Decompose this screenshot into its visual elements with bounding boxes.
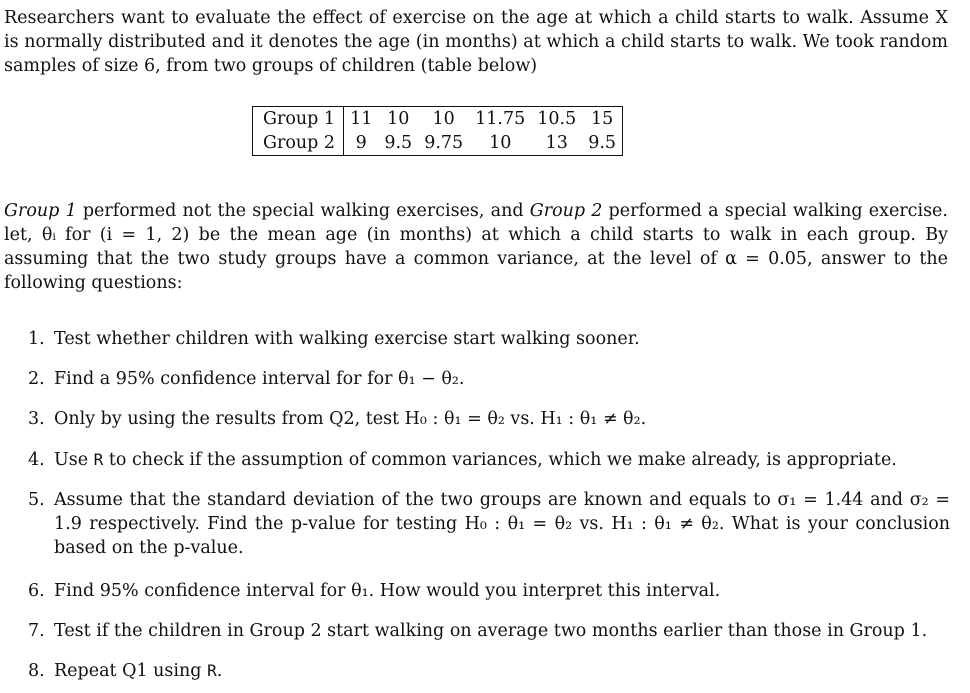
- question-text: Test if the children in Group 2 start walking on average two months earlier than those in Group 1.: [54, 621, 928, 641]
- question-text: Only by using the results from Q2, test H₀ : θ₁ = θ₂ vs. H₁ : θ₁ ≠ θ₂.: [54, 409, 647, 429]
- question-number: 4.: [28, 450, 45, 470]
- table-cell: 13: [531, 131, 582, 156]
- question-number: 1.: [28, 329, 45, 349]
- para2-part-a: performed not the special walking exercises, and: [76, 201, 530, 221]
- table-cell: 11.75: [469, 107, 531, 132]
- table-row: [253, 107, 623, 132]
- question-item: [28, 448, 950, 472]
- question-text: Assume that the standard deviation of the two groups are known and equals to σ₁ = 1.44 and σ₂ = 1.9 respectively. Find the p-value for testing H₀ : θ₁ = θ₂ vs. H₁ : θ₁ ≠ θ₂. What is your conclusion based on the p-value.: [54, 490, 950, 558]
- code-token: R: [207, 661, 217, 680]
- question-text-post: .: [216, 661, 223, 681]
- question-text: Find a 95% confidence interval for for θ₁ − θ₂.: [54, 369, 465, 389]
- question-text: [54, 448, 950, 472]
- para2-part-b: performed a special walking exercise. let, θᵢ for (i = 1, 2) be the mean age (in months) at which a child starts to walk in each group. By assuming that the two study groups have a common variance, at the level of α = 0.05, answer to the following questions:: [4, 201, 948, 293]
- group2-term: Group 2: [529, 201, 603, 221]
- question-item: [28, 407, 950, 431]
- question-item: [28, 579, 950, 603]
- table-cell: 10: [469, 131, 531, 156]
- code-token: R: [93, 450, 104, 469]
- question-number: 2.: [28, 369, 45, 389]
- question-item: [28, 367, 950, 391]
- question-number: 6.: [28, 581, 45, 601]
- question-item: [28, 659, 950, 683]
- instructions-paragraph: [4, 199, 948, 295]
- table-cell: 11: [344, 107, 379, 132]
- table-row: [253, 131, 623, 156]
- question-number: 7.: [28, 621, 45, 641]
- row-label: Group 1: [253, 107, 344, 132]
- row-label: Group 2: [253, 131, 344, 156]
- table-cell: 10.5: [531, 107, 582, 132]
- table-cell: 9: [344, 131, 379, 156]
- question-item: [28, 619, 950, 643]
- question-text-pre: Repeat Q1 using: [54, 661, 208, 681]
- question-number: 8.: [28, 661, 45, 681]
- data-table: [252, 106, 623, 156]
- table-cell: 9.5: [378, 131, 418, 156]
- question-text: Find 95% confidence interval for θ₁. How would you interpret this interval.: [54, 581, 721, 601]
- question-text: [54, 659, 950, 683]
- question-text-post: to check if the assumption of common variances, which we make already, is appropriate.: [103, 450, 897, 470]
- table-cell: 9.5: [582, 131, 622, 156]
- table-cell: 10: [378, 107, 418, 132]
- table-cell: 9.75: [418, 131, 469, 156]
- question-text: Test whether children with walking exercise start walking sooner.: [54, 329, 640, 349]
- group1-term: Group 1: [4, 201, 77, 221]
- question-number: 3.: [28, 409, 45, 429]
- question-text-pre: Use: [54, 450, 94, 470]
- table-cell: 10: [418, 107, 469, 132]
- question-number: 5.: [28, 490, 45, 510]
- intro-paragraph: Researchers want to evaluate the effect of exercise on the age at which a child starts to walk. Assume X is normally distributed and it denotes the age (in months) at which a child starts to walk. We took random samples of size 6, from two groups of children (table below): [4, 8, 948, 76]
- question-item: [28, 327, 950, 351]
- question-item: [28, 488, 950, 560]
- table-cell: 15: [582, 107, 622, 132]
